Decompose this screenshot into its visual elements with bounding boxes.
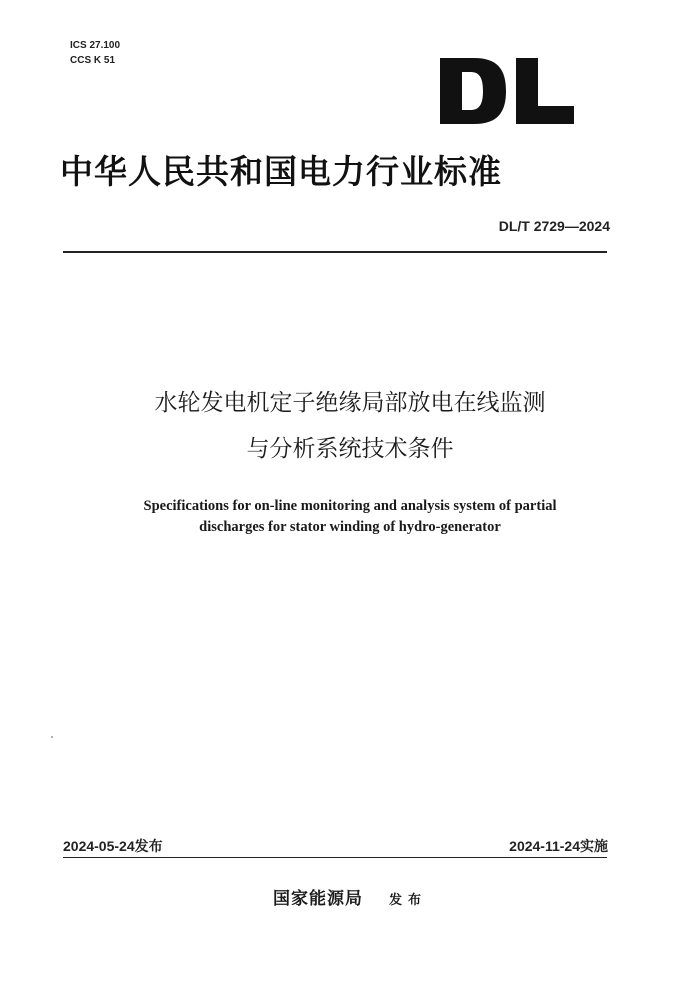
issuing-system-title: 中华人民共和国电力行业标准: [60, 152, 502, 191]
issuer-action: 发布: [388, 893, 427, 908]
chinese-title: [40, 380, 660, 472]
issuer-name: 国家能源局: [272, 889, 363, 909]
dl-logo: [440, 58, 574, 124]
chinese-title-line-1: 水轮发电机定子绝缘局部放电在线监测: [154, 390, 546, 416]
footer-divider: [63, 857, 607, 858]
classification-codes: [70, 38, 120, 68]
english-title-line-1: Specifications for on-line monitoring and analysis system of partial: [143, 498, 557, 514]
english-title-line-2: discharges for stator winding of hydro-generator: [199, 519, 501, 535]
release-date: 2024-05-24发布: [63, 838, 163, 854]
standard-number: DL/T 2729—2024: [498, 218, 610, 234]
chinese-title-line-2: 与分析系统技术条件: [246, 436, 454, 462]
english-title: [40, 496, 660, 538]
scan-speck: [51, 736, 53, 738]
effective-date: 2024-11-24实施: [509, 838, 608, 854]
issuer-line: [0, 884, 700, 909]
ccs-code: CCS K 51: [70, 55, 116, 66]
ics-code: ICS 27.100: [70, 40, 121, 51]
header-divider: [63, 251, 607, 253]
